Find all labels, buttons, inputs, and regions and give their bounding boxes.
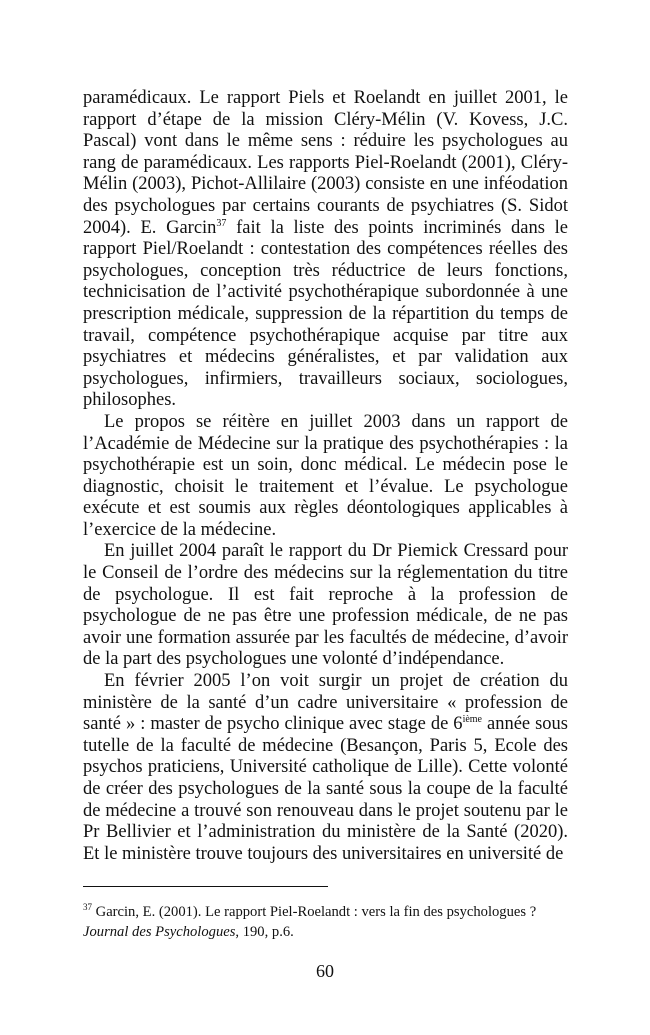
paragraph-text: fait la liste des points incriminés dans le rapport Piel/Roelandt : contestation des compétences réelles des psychologues, conception très réductrice de leurs fonctions, technicisation de l’activité psychothérapique subordonnée à une prescription médicale, suppression de la répartition du temps de travail, compétence psychothérapique acquise par titre aux psychiatres et médecins généralistes, et par validation aux psychologues, infirmiers, travailleurs sociaux, sociologues, philosophes.	[83, 217, 568, 411]
page-number: 60	[316, 961, 334, 981]
footnote	[83, 902, 568, 942]
paragraph-text: année sous tutelle de la faculté de médecine (Besançon, Paris 5, Ecole des psychos praticiens, Université catholique de Lille). Cette volonté de créer des psychologues de la santé sous la coupe de la faculté de médecine a trouvé son renouveau dans le projet soutenu par le Pr Bellivier et l’administration du ministère de la Santé (2020). Et le ministère trouve toujours des universitaires en université de	[83, 714, 568, 864]
paragraph	[83, 88, 568, 412]
footnote-text: , 190, p.6.	[235, 924, 294, 940]
footnote-marker: 37	[83, 902, 92, 913]
ordinal-superscript: ième	[462, 714, 482, 726]
footnote-journal-title: Journal des Psychologues	[83, 924, 236, 940]
body-text	[83, 88, 568, 865]
footnote-text: Garcin, E. (2001). Le rapport Piel-Roelandt : vers la fin des psychologues ?	[92, 904, 537, 920]
paragraph: Le propos se réitère en juillet 2003 dans un rapport de l’Académie de Médecine sur la pratique des psychothérapies : la psychothérapie est un soin, donc médical. Le médecin pose le diagnostic, choisit le traitement et l’évalue. Le psychologue exécute et est soumis aux règles déontologiques applicables à l’exercice de la médecine.	[83, 411, 568, 540]
paragraph	[83, 671, 568, 865]
paragraph: En juillet 2004 paraît le rapport du Dr Piemick Cressard pour le Conseil de l’ordre des médecins sur la réglementation du titre de psychologue. Il est fait reproche à la profession de psychologue de ne pas être une profession médicale, de ne pas avoir une formation assurée par les facultés de médecine, d’avoir de la part des psychologues une volonté d’indépendance.	[83, 541, 568, 670]
footnote-reference[interactable]: 37	[216, 217, 227, 229]
footnote-divider	[83, 886, 328, 887]
paragraph-text: En février 2005 l’on voit surgir un projet de création du ministère de la santé d’un cadre universitaire « profession de santé » : master de psycho clinique avec stage de 6	[83, 671, 568, 735]
paragraph-text: paramédicaux. Le rapport Piels et Roelandt en juillet 2001, le rapport d’étape de la mission Cléry-Mélin (V. Kovess, J.C. Pascal) vont dans le même sens : réduire les psychologues au rang de paramédicaux. Les rapports Piel-Roelandt (2001), Cléry-Mélin (2003), Pichot-Allilaire (2003) consiste en une inféodation des psychologues par certains courants de psychiatres (S. Sidot 2004). E. Garcin	[83, 88, 568, 238]
